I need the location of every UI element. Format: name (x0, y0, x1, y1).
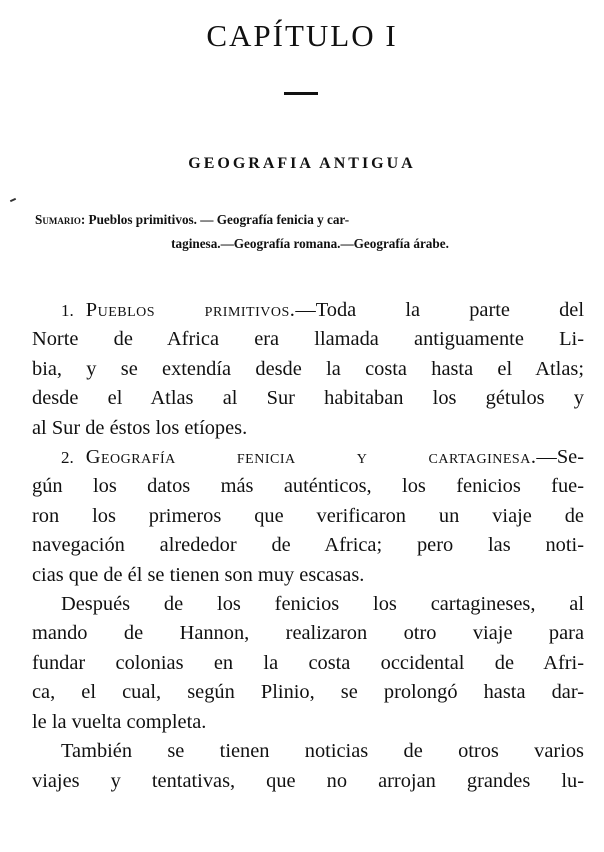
paragraph-line: cias que de él se tienen son muy escasas. (32, 563, 365, 586)
ink-mark (10, 198, 16, 202)
paragraph-line: al Sur de éstos los etíopes. (32, 416, 248, 439)
summary-line: taginesa.—Geografía romana.—Geografía árabe. (171, 236, 449, 251)
paragraph-line: ca, el cual, según Plinio, se prolongó hasta dar- (32, 681, 584, 704)
summary-label: Sumario: (35, 212, 86, 227)
paragraph-line: gún los datos más auténticos, los fenicios fue- (32, 475, 584, 498)
summary-line (35, 208, 585, 232)
paragraph-heading: Pueblos primitivos. (85, 299, 296, 321)
paragraph-line: desde el Atlas al Sur habitaban los gétulos y (32, 387, 584, 410)
paragraph-line: fundar colonias en la costa occidental de Afri- (32, 651, 584, 674)
paragraph-line: Después de los fenicios los cartagineses, al (61, 593, 584, 616)
summary-text: Pueblos primitivos. — Geografía fenicia y car- (85, 212, 350, 227)
paragraph-line: navegación alrededor de Africa; pero las noti- (32, 534, 584, 557)
chapter-title: CAPÍTULO I (206, 18, 398, 53)
paragraph-heading: Geografía fenicia y cartaginesa. (85, 446, 537, 469)
paragraph-line: mando de Hannon, realizaron otro viaje para (32, 622, 584, 645)
section-title: GEOGRAFIA ANTIGUA (188, 155, 416, 172)
paragraph-line (32, 296, 584, 325)
chapter-summary (35, 208, 585, 256)
paragraph-line: viajes y tentativas, que no arrojan grandes lu- (32, 769, 584, 792)
paragraph-text: —Se- (536, 446, 584, 469)
paragraph-line: También se tienen noticias de otros varios (61, 740, 584, 763)
paragraph-line: Norte de Africa era llamada antiguamente Li- (32, 328, 584, 351)
paragraph-line: ron los primeros que verificaron un viaje de (32, 504, 584, 527)
paragraph-number: 1. (61, 301, 74, 320)
paragraph-number: 2. (61, 448, 74, 468)
paragraph-line (32, 443, 584, 472)
paragraph-line: bia, y se extendía desde la costa hasta el Atlas; (32, 357, 584, 380)
body-text (32, 296, 584, 796)
paragraph-line: le la vuelta completa. (32, 710, 207, 733)
chapter-divider (284, 92, 318, 95)
paragraph-text: —Toda la parte del (295, 299, 584, 321)
